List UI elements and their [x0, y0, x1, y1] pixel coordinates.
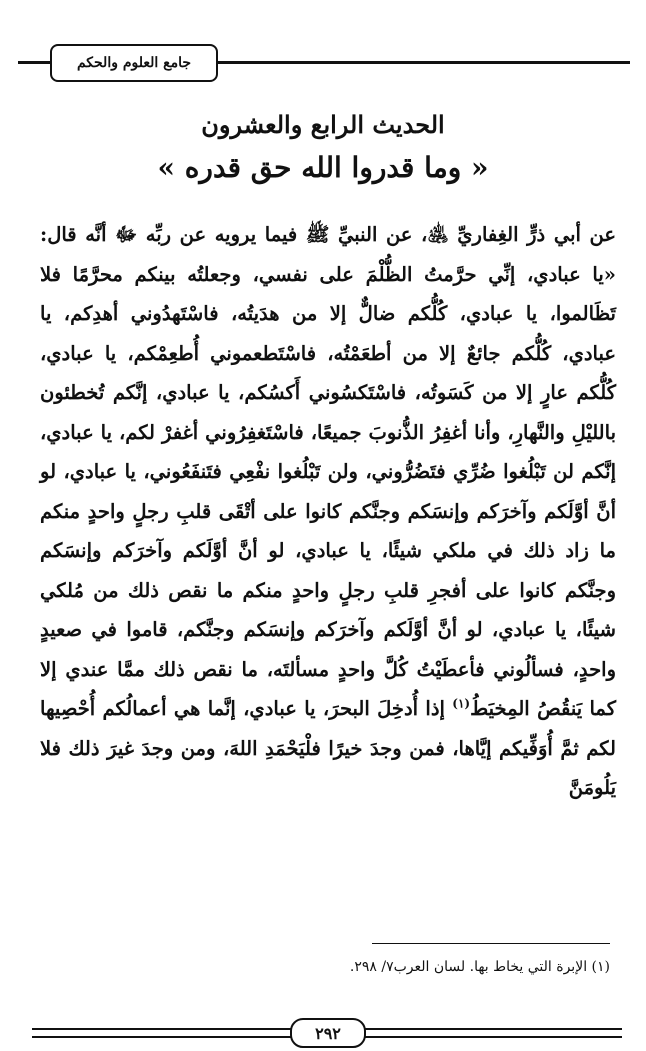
body-paragraph	[40, 215, 616, 808]
hadith-title: الحديث الرابع والعشرون	[201, 110, 445, 139]
body-text-part-1: عن أبي ذرٍّ الغِفاريِّ ﵁، عن النبيِّ ﷺ فيما يرويه عن ربِّه ﷻ أنَّه قال: «يا عبادي، إنِّي حرَّمتُ الظُّلْمَ على نفسي، وجعلتُه بينكم محرَّمًا فلا تَظَالموا، يا عبادي، كُلُّكم ضالٌّ إلا من هدَيتُه، فاسْتَهدُوني أهدِكم، يا عبادي، كُلُّكم جائعٌ إلا من أطعَمْتُه، فاسْتَطعموني أُطعِمْكم، يا عبادي، كُلُّكم عارٍ إلا من كَسَوتُه، فاسْتَكسُوني أَكسُكم، يا عبادي، إنَّكم تُخطئون بالليْلِ والنَّهارِ، وأنا أغفِرُ الذُّنوبَ جميعًا، فاسْتَغفِرُوني أغفرْ لكم، يا عبادي، إنَّكم لن تَبْلُغوا ضُرِّي فتَضُرُّوني، ولن تَبْلُغوا نفْعِي فتَنفَعُوني، يا عبادي، لو أنَّ أوَّلَكم وآخرَكم وإنسَكم وجنَّكم كانوا على أتْقَى قلبِ رجلٍ واحدٍ منكم ما زاد ذلك في ملكي شيئًا، يا عبادي، لو أنَّ أوَّلَكم وآخرَكم وإنسَكم وجنَّكم كانوا على أفجرِ قلبِ رجلٍ واحدٍ منكم ما نقص ذلك من مُلكي شيئًا، يا عبادي، لو أنَّ أوَّلَكم وآخرَكم وإنسَكم وجنَّكم، قاموا في صعيدٍ واحدٍ، فسألُوني فأعطَيْتُ كُلَّ واحدٍ مسألتَه، ما نقص ذلك ممَّا عندي إلا كما يَنقُصُ المِخيَطُ	[40, 223, 616, 720]
running-header	[18, 40, 630, 84]
footnote: (١) الإبرة التي يخاط بها. لسان العرب٧/ ٢٩٨.	[349, 959, 610, 975]
book-title: جامع العلوم والحكم	[50, 44, 218, 82]
page-footer	[32, 1018, 622, 1048]
footnote-marker: (١)	[452, 696, 471, 711]
page-number: ٢٩٢	[290, 1018, 366, 1048]
body-text-part-2: إذا أُدخِلَ البحرَ، يا عبادي، إنَّما هي أعمالُكم أُحْصِيها لكم ثمَّ أُوَفِّيكم إيَّاها، فمن وجدَ خيرًا فلْيَحْمَدِ اللهَ، ومن وجدَ غيرَ ذلك فلا يَلُومَنَّ	[40, 697, 616, 799]
footnote-separator	[372, 943, 610, 944]
hadith-subtitle: « وما قدروا الله حق قدره »	[157, 151, 489, 184]
hadith-body	[40, 215, 616, 808]
hadith-heading	[0, 100, 646, 184]
